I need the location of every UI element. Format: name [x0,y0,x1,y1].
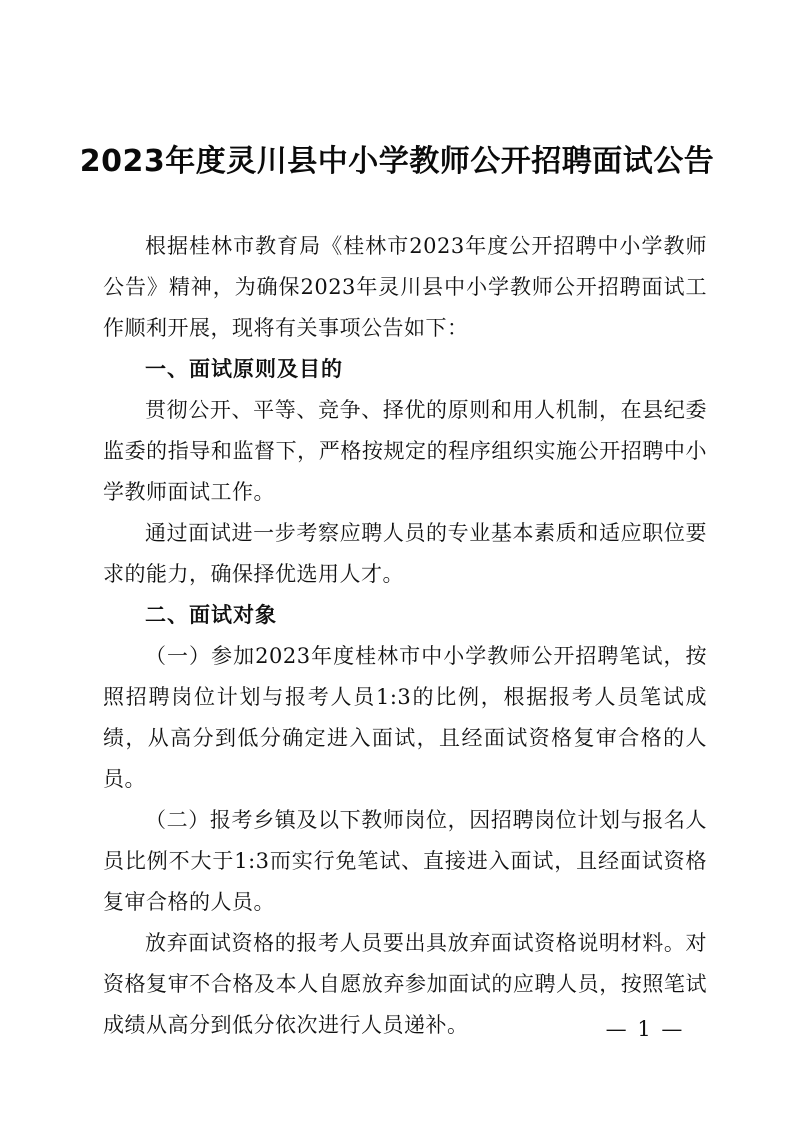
paragraph-purpose: 通过面试进一步考察应聘人员的专业基本素质和适应职位要求的能力，确保择优选用人才。 [103,521,707,586]
section-heading-2: 二、面试对象 [145,603,277,627]
page-number: — 1 — [605,1017,685,1041]
paragraph-waiver: 放弃面试资格的报考人员要出具放弃面试资格说明材料。对资格复审不合格及本人自愿放弃参加面试的应聘人员，按照笔试成绩从高分到低分依次进行人员递补。 [103,931,707,1037]
paragraph-intro: 根据桂林市教育局《桂林市2023年度公开招聘中小学教师公告》精神，为确保2023年灵川县中小学教师公开招聘面试工作顺利开展，现将有关事项公告如下： [103,234,707,340]
paragraph-principle: 贯彻公开、平等、竞争、择优的原则和用人机制，在县纪委监委的指导和监督下，严格按规定的程序组织实施公开招聘中小学教师面试工作。 [103,398,707,504]
paragraph-target-2: （二）报考乡镇及以下教师岗位，因招聘岗位计划与报名人员比例不大于1:3而实行免笔试、直接进入面试，且经面试资格复审合格的人员。 [103,808,707,914]
document-title: 2023年度灵川县中小学教师公开招聘面试公告 [79,144,715,179]
paragraph-target-1: （一）参加2023年度桂林市中小学教师公开招聘笔试，按照招聘岗位计划与报考人员1:3的比例，根据报考人员笔试成绩，从高分到低分确定进入面试，且经面试资格复审合格的人员。 [103,644,707,791]
section-heading-1: 一、面试原则及目的 [145,357,343,381]
document-body [103,226,707,1046]
